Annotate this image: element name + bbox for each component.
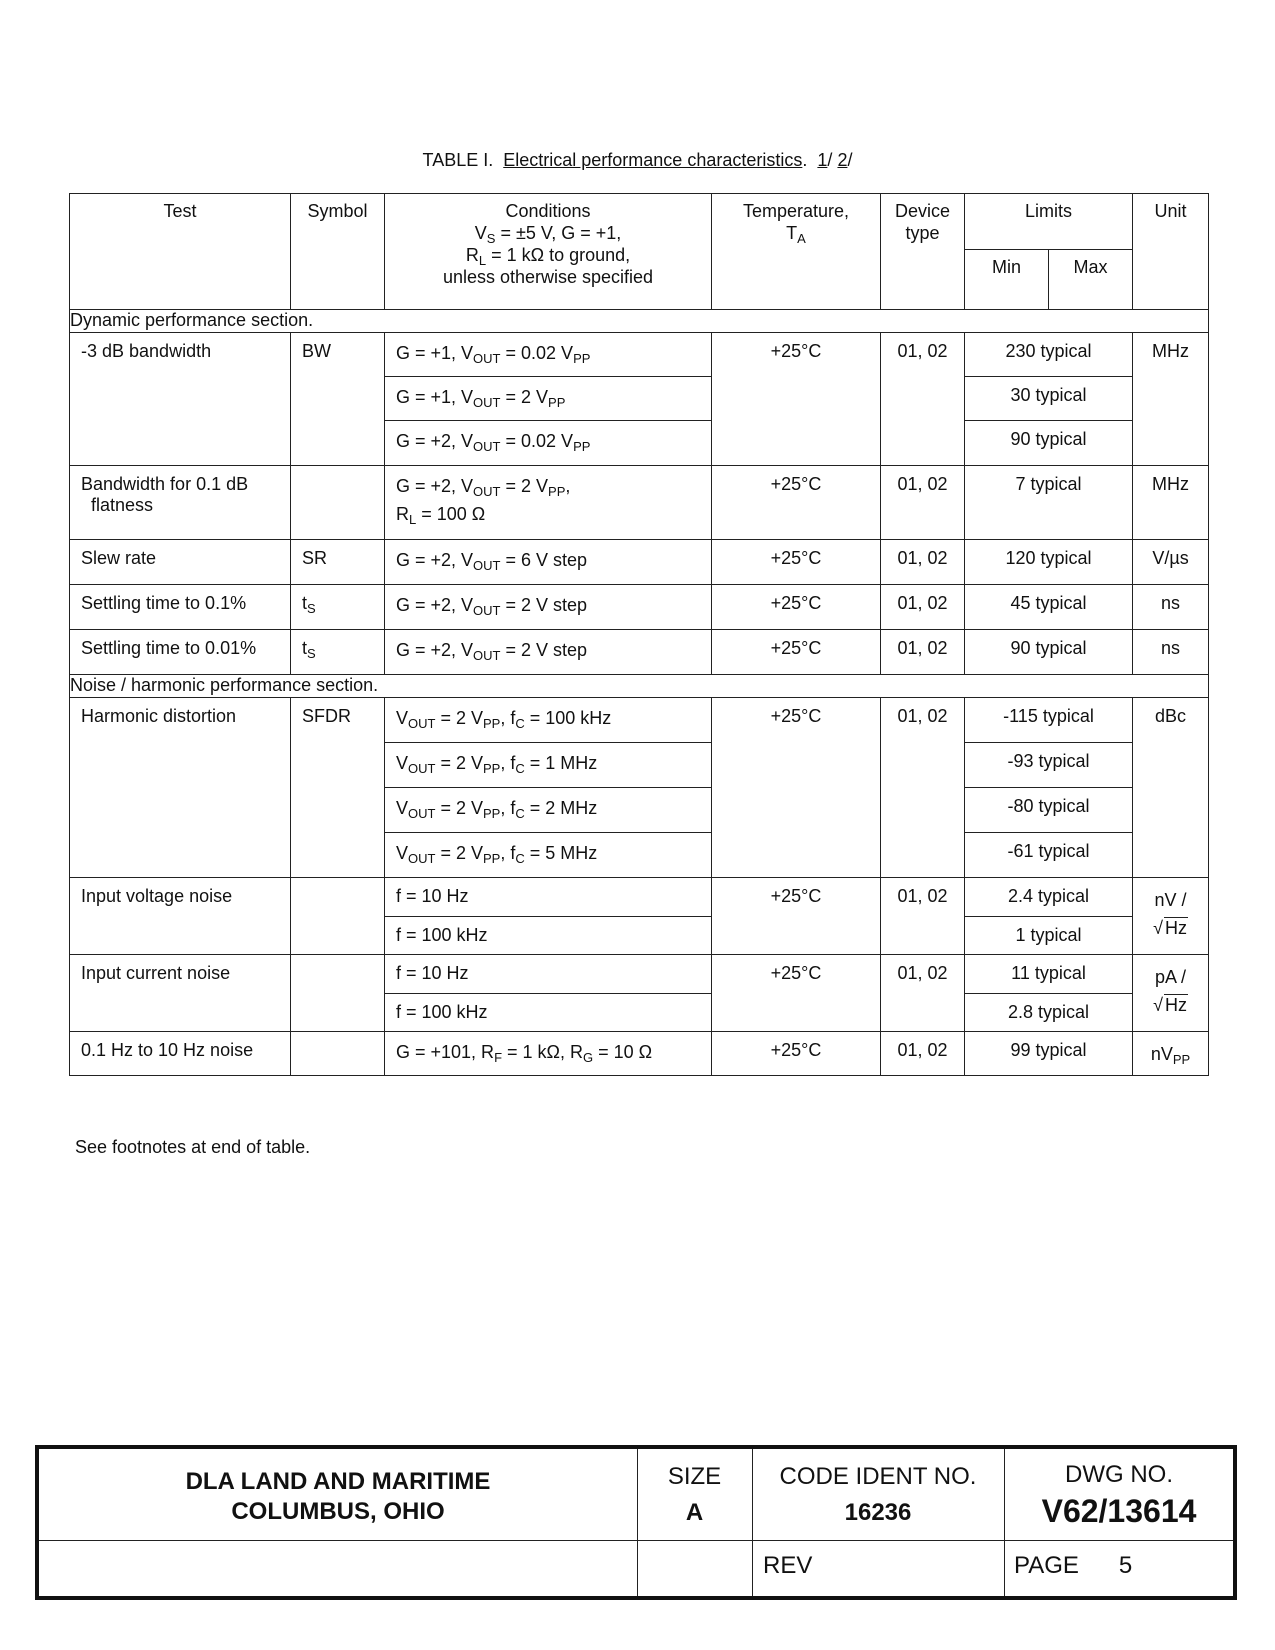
header-conditions: [385, 194, 712, 310]
condition: f = 100 kHz: [385, 994, 712, 1032]
rev-label: REV: [763, 1552, 813, 1579]
page-number: 5: [1118, 1552, 1133, 1579]
symbol: [291, 466, 385, 540]
device-type: 01, 02: [881, 878, 965, 955]
limit-value: 90 typical: [965, 421, 1133, 466]
section-dynamic: Dynamic performance section.: [70, 310, 1209, 333]
condition: G = +2, $V_{OUT} = 2$ V step: [385, 585, 712, 630]
condition: $V_{OUT} = 2$ $V_{PP}$, $f_C = 1$ MHz: [385, 743, 712, 788]
dwg-no-value: V62/13614: [1041, 1493, 1197, 1529]
code-ident-value: 16236: [844, 1499, 912, 1526]
test-name: [70, 466, 291, 540]
limit-value: 90 typical: [965, 630, 1133, 675]
unit: [1133, 878, 1209, 955]
table-row: [70, 540, 1209, 585]
condition: f = 100 kHz: [385, 917, 712, 955]
table-row: [70, 333, 1209, 377]
limit-value: 1 typical: [965, 917, 1133, 955]
limit-value: 45 typical: [965, 585, 1133, 630]
unit-line-1: nV /: [1154, 890, 1187, 910]
limit-value: -80 typical: [965, 788, 1133, 833]
header-min: Min: [965, 250, 1049, 310]
size-value: A: [685, 1499, 704, 1526]
temperature: +25°C: [712, 466, 881, 540]
header-limits: Limits: [965, 194, 1133, 250]
footnote-text: See footnotes at end of table.: [75, 1137, 311, 1157]
unit: [1133, 955, 1209, 1032]
device-type: 01, 02: [881, 333, 965, 466]
header-temperature-symbol: $T_A$: [786, 223, 806, 246]
limit-value: 120 typical: [965, 540, 1133, 585]
condition: $V_{OUT} = 2$ $V_{PP}$, $f_C = 100$ kHz: [385, 698, 712, 743]
size-cell: [637, 1459, 752, 1531]
title-block: [35, 1445, 1237, 1600]
test-name: Settling time to 0.01%: [70, 630, 291, 675]
test-name: Settling time to 0.1%: [70, 585, 291, 630]
header-conditions-title: Conditions: [505, 201, 591, 221]
device-type: 01, 02: [881, 585, 965, 630]
sqrt-icon: √: [1153, 918, 1163, 938]
sqrt-icon: √: [1153, 995, 1163, 1015]
symbol: [291, 878, 385, 955]
dwg-no-label: DWG NO.: [1065, 1461, 1173, 1488]
header-test: Test: [70, 194, 291, 310]
size-label: SIZE: [667, 1463, 722, 1490]
organization-line-2: COLUMBUS, OHIO: [231, 1498, 445, 1525]
section-noise: Noise / harmonic performance section.: [70, 675, 1209, 698]
code-ident-label: CODE IDENT NO.: [779, 1463, 977, 1490]
condition: G = +101, $R_F = 1$ kΩ, $R_G = 10$ Ω: [385, 1032, 712, 1076]
condition: $V_{OUT} = 2$ $V_{PP}$, $f_C = 5$ MHz: [385, 833, 712, 878]
test-name: 0.1 Hz to 10 Hz noise: [70, 1032, 291, 1076]
caption-title: Electrical performance characteristics: [503, 150, 803, 170]
test-name: Harmonic distortion: [70, 698, 291, 878]
temperature: +25°C: [712, 540, 881, 585]
unit: ns: [1133, 585, 1209, 630]
symbol: $t_S$: [291, 585, 385, 630]
condition: G = +1, $V_{OUT} = 0.02$ $V_{PP}$: [385, 333, 712, 377]
temperature: +25°C: [712, 585, 881, 630]
limit-value: 99 typical: [965, 1032, 1133, 1076]
header-device-label-2: type: [905, 223, 940, 243]
unit: MHz: [1133, 466, 1209, 540]
temperature: +25°C: [712, 630, 881, 675]
organization: [39, 1467, 637, 1527]
temperature: +25°C: [712, 1032, 881, 1076]
table-row: [70, 1032, 1209, 1076]
title-block-hdivider: [39, 1540, 1233, 1541]
test-name-line-1: Bandwidth for 0.1 dB: [81, 474, 249, 494]
footnote-ref-2: 2: [837, 150, 848, 170]
test-name: Input current noise: [70, 955, 291, 1032]
table-row: [70, 878, 1209, 917]
symbol: SR: [291, 540, 385, 585]
header-unit: Unit: [1133, 194, 1209, 310]
device-type: 01, 02: [881, 540, 965, 585]
code-ident-cell: [752, 1459, 1004, 1531]
slash-2: /: [847, 150, 853, 170]
device-type: 01, 02: [881, 630, 965, 675]
header-conditions-line2: $R_L = 1$ kΩ to ground,: [465, 245, 631, 268]
limit-value: 11 typical: [965, 955, 1133, 994]
symbol: [291, 1032, 385, 1076]
limit-value: -61 typical: [965, 833, 1133, 878]
unit-line-2: √ Hz: [1153, 918, 1187, 938]
header-conditions-line3: unless otherwise specified: [442, 267, 654, 287]
unit: dBc: [1133, 698, 1209, 878]
symbol: [291, 955, 385, 1032]
test-name: Input voltage noise: [70, 878, 291, 955]
page-label: PAGE: [1014, 1552, 1079, 1579]
dwg-no-cell: [1004, 1457, 1234, 1529]
temperature: +25°C: [712, 955, 881, 1032]
unit-line-1: pA /: [1155, 967, 1187, 987]
section-noise-row: [70, 675, 1209, 698]
limit-value: 30 typical: [965, 377, 1133, 421]
limit-value: 230 typical: [965, 333, 1133, 377]
header-row: [70, 194, 1209, 250]
condition: G = +2, $V_{OUT} = 2$ V step: [385, 630, 712, 675]
table-row: [70, 955, 1209, 994]
table-row: [70, 630, 1209, 675]
slash-1: /: [827, 150, 833, 170]
header-symbol: Symbol: [291, 194, 385, 310]
device-type: 01, 02: [881, 1032, 965, 1076]
limit-value: -93 typical: [965, 743, 1133, 788]
condition: f = 10 Hz: [385, 955, 712, 994]
section-dynamic-row: [70, 310, 1209, 333]
table-caption: [0, 150, 1275, 171]
test-name: -3 dB bandwidth: [70, 333, 291, 466]
header-temperature-label: Temperature,: [742, 201, 850, 221]
organization-line-1: DLA LAND AND MARITIME: [185, 1468, 491, 1495]
footnote-ref-1: 1: [817, 150, 828, 170]
symbol: SFDR: [291, 698, 385, 878]
caption-period: .: [802, 150, 808, 170]
condition: $V_{OUT} = 2$ $V_{PP}$, $f_C = 2$ MHz: [385, 788, 712, 833]
table-row: [70, 698, 1209, 743]
condition: f = 10 Hz: [385, 878, 712, 917]
symbol: BW: [291, 333, 385, 466]
table-row: [70, 466, 1209, 540]
unit: ns: [1133, 630, 1209, 675]
header-device-label-1: Device: [894, 201, 951, 221]
symbol: $t_S$: [291, 630, 385, 675]
electrical-performance-table: [69, 193, 1209, 1076]
temperature: +25°C: [712, 698, 881, 878]
limit-value: 2.8 typical: [965, 994, 1133, 1032]
caption-prefix: TABLE I.: [422, 150, 494, 170]
table-row: [70, 585, 1209, 630]
device-type: 01, 02: [881, 466, 965, 540]
unit: $nV_{PP}$: [1133, 1032, 1209, 1076]
device-type: 01, 02: [881, 955, 965, 1032]
test-name-line-2: flatness: [91, 495, 154, 515]
unit: MHz: [1133, 333, 1209, 466]
header-device-type: [881, 194, 965, 310]
unit-line-2: √ Hz: [1153, 995, 1187, 1015]
limit-value: 7 typical: [965, 466, 1133, 540]
limit-value: 2.4 typical: [965, 878, 1133, 917]
condition: G = +2, $V_{OUT} = 6$ V step: [385, 540, 712, 585]
page-cell: [1014, 1552, 1132, 1580]
device-type: 01, 02: [881, 698, 965, 878]
temperature: +25°C: [712, 333, 881, 466]
limit-value: -115 typical: [965, 698, 1133, 743]
test-name: Slew rate: [70, 540, 291, 585]
unit: V/µs: [1133, 540, 1209, 585]
temperature: +25°C: [712, 878, 881, 955]
header-conditions-line1: $V_S = \pm 5$ V, G = +1,: [474, 223, 622, 246]
condition: G = +2, $V_{OUT} = 0.02$ $V_{PP}$: [385, 421, 712, 466]
condition: G = +2, $V_{OUT} = 2$ $V_{PP}$, $R_L = 100$ Ω: [385, 466, 712, 540]
condition: G = +1, $V_{OUT} = 2$ $V_{PP}$: [385, 377, 712, 421]
header-temperature: [712, 194, 881, 310]
header-max: Max: [1049, 250, 1133, 310]
